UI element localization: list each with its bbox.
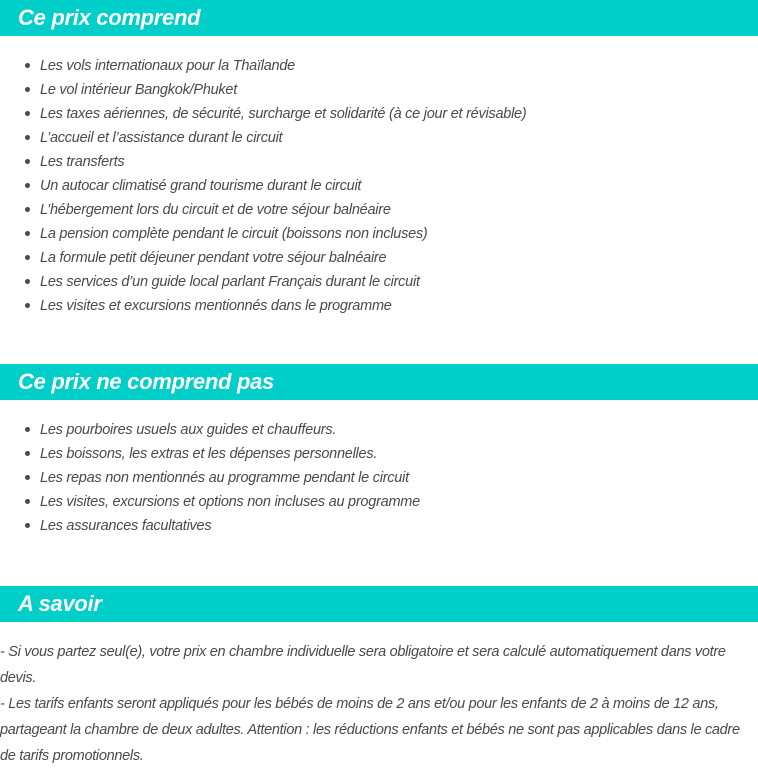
bullet-icon xyxy=(25,427,30,432)
list-item xyxy=(0,126,758,150)
list-item xyxy=(0,198,758,222)
list-item xyxy=(0,150,758,174)
note-paragraph: - Si vous partez seul(e), votre prix en chambre individuelle sera obligatoire et sera calculé automatiquement dans votre devis. xyxy=(0,644,726,686)
section-spacer xyxy=(0,318,758,364)
list-item-label: Les services d’un guide local parlant Français durant le circuit xyxy=(40,274,420,290)
note-paragraph: - Les tarifs enfants seront appliqués pour les bébés de moins de 2 ans et/ou pour les enfants de 2 à moins de 12 ans, partageant la chambre de deux adultes. Attention : les réductions enfants et bébés ne sont pas applicables dans le cadre de tarifs promotionnels. xyxy=(0,696,740,764)
list-item xyxy=(0,442,758,466)
list-item xyxy=(0,222,758,246)
list-item xyxy=(0,294,758,318)
bullet-icon xyxy=(25,231,30,236)
list-item xyxy=(0,418,758,442)
bullet-icon xyxy=(25,63,30,68)
list-item xyxy=(0,54,758,78)
section-spacer xyxy=(0,538,758,586)
section-header-good-to-know xyxy=(0,586,758,622)
list-item xyxy=(0,78,758,102)
list-item xyxy=(0,102,758,126)
bullet-icon xyxy=(25,451,30,456)
bullet-icon xyxy=(25,159,30,164)
good-to-know-notes xyxy=(0,622,758,769)
bullet-icon xyxy=(25,135,30,140)
list-item xyxy=(0,490,758,514)
list-item xyxy=(0,466,758,490)
list-item xyxy=(0,514,758,538)
list-item xyxy=(0,270,758,294)
section-title-not-included: Ce prix ne comprend pas xyxy=(18,368,274,394)
list-item-label: L’accueil et l’assistance durant le circuit xyxy=(40,130,283,146)
bullet-icon xyxy=(25,303,30,308)
section-title-included: Ce prix comprend xyxy=(18,4,201,30)
list-item-label: Un autocar climatisé grand tourisme durant le circuit xyxy=(40,178,362,194)
list-item-label: La formule petit déjeuner pendant votre séjour balnéaire xyxy=(40,250,387,266)
list-item-label: Les assurances facultatives xyxy=(40,518,212,534)
list-item-label: Les visites et excursions mentionnés dans le programme xyxy=(40,298,392,314)
section-header-included xyxy=(0,0,758,36)
list-item-label: L’hébergement lors du circuit et de votre séjour balnéaire xyxy=(40,202,391,218)
bullet-icon xyxy=(25,111,30,116)
bullet-icon xyxy=(25,87,30,92)
section-header-not-included xyxy=(0,364,758,400)
list-item-label: Les repas non mentionnés au programme pendant le circuit xyxy=(40,470,409,486)
included-list xyxy=(0,36,758,318)
list-item-label: Les boissons, les extras et les dépenses personnelles. xyxy=(40,446,378,462)
bullet-icon xyxy=(25,475,30,480)
bullet-icon xyxy=(25,207,30,212)
list-item-label: Les visites, excursions et options non incluses au programme xyxy=(40,494,420,510)
list-item-label: Le vol intérieur Bangkok/Phuket xyxy=(40,82,237,98)
bullet-icon xyxy=(25,183,30,188)
list-item-label: Les transferts xyxy=(40,154,125,170)
bullet-icon xyxy=(25,279,30,284)
list-item-label: Les vols internationaux pour la Thaïlande xyxy=(40,58,295,74)
list-item-label: Les taxes aériennes, de sécurité, surcharge et solidarité (à ce jour et révisable) xyxy=(40,106,527,122)
bullet-icon xyxy=(25,523,30,528)
list-item xyxy=(0,174,758,198)
not-included-list xyxy=(0,400,758,538)
list-item xyxy=(0,246,758,270)
bullet-icon xyxy=(25,255,30,260)
list-item-label: Les pourboires usuels aux guides et chauffeurs. xyxy=(40,422,337,438)
list-item-label: La pension complète pendant le circuit (boissons non incluses) xyxy=(40,226,428,242)
bullet-icon xyxy=(25,499,30,504)
section-title-good-to-know: A savoir xyxy=(18,590,102,616)
